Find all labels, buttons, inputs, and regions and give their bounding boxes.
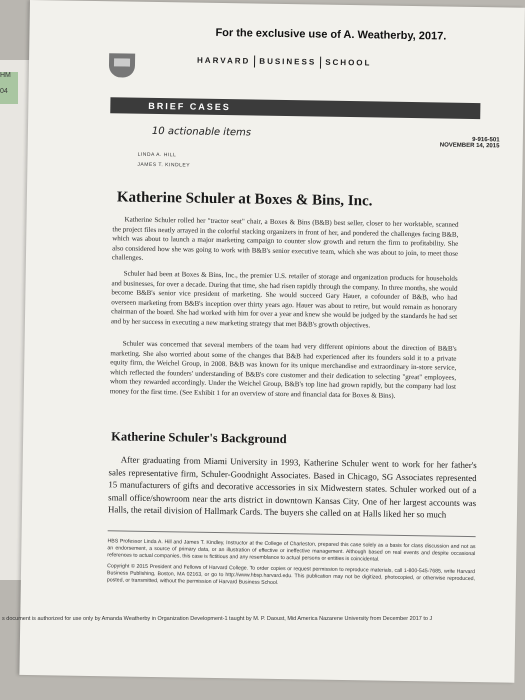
document-page (19, 0, 525, 683)
wordmark-divider (320, 57, 321, 69)
wordmark-business: BUSINESS (259, 56, 317, 67)
page-tab: 04 (0, 88, 18, 104)
footnote-divider (108, 530, 476, 537)
case-title: Katherine Schuler at Boxes & Bins, Inc. (116, 189, 373, 210)
body-paragraph: Schuler was concerned that several members of the team had very different opinions about the direction of B&B's marketing. She also worried about some of the changes that B&B had experienced after its founders sold it to a private equity firm, the Weichel Group, in 2008. B&B was known for its unique merchandise and extraordinary in-store service, which reflected the founders' understanding of B&B's core customer and their dedication to selecting "great" employees, whom they rewarded accordingly. Under the Weichel Group, B&B's top line had grown rapidly, but the company had lost money for the first time. (See Exhibit 1 for an overview of store and financial data for Boxes & Bins). (109, 339, 457, 400)
background-paragraph: After graduating from Miami University in 1993, Katherine Schuler went to work for her father's sales representative firm, Schuler-Goodnight Associates. Based in Chicago, SG Associates represented 15 manufacturers of gifts and decorative accessories in six Midwestern states. Schuler worked out of a small office/showroom near the arts district in downtown Kansas City. One of her largest accounts was Halls, the retail division of Hallmark Cards. The buyers she called on at Halls liked her so much (107, 454, 477, 520)
author-list (137, 150, 190, 171)
wordmark-divider (254, 56, 255, 68)
copyright-text: Copyright © 2015 President and Fellows of Harvard College. To order copies or request permission to reproduce materials, call 1-800-545-7685, write Harvard Business Publishing, Boston, MA 02163, or go to http://www.hbsp.harvard.edu. This publication may not be digitized, photocopied, or otherwise reproduced, posted, or transmitted, without the permission of Harvard Business School. (106, 563, 476, 587)
wordmark-harvard: HARVARD (197, 55, 251, 66)
case-date: NOVEMBER 14, 2015 (439, 142, 500, 150)
body-paragraph: Schuler had been at Boxes & Bins, Inc., the premier U.S. retailer of storage and organization products for households and businesses, for over a decade. During that time, she had risen rapidly through the company. In three months, she would become B&B's senior vice president of marketing. She would succeed Gary Hauer, a cofounder of B&B, who had overseen marketing from B&B's inception over thirty years ago. Hauer was about to retire, but would remain as honorary chairman of the board. She had worked with him for over a year and knew she would be judged by the standards he had set and by her success in executing a new marketing strategy that met B&B's growth objectives. (110, 269, 458, 330)
section-heading: Katherine Schuler's Background (111, 429, 287, 447)
wordmark-school: SCHOOL (325, 57, 372, 68)
author: LINDA A. HILL (137, 151, 177, 159)
body-paragraph: Katherine Schuler rolled her "tractor seat" chair, a Boxes & Bins (B&B) best seller, closer to her worktable, scanned the project files neatly arrayed in the colorful stacking organizers in front of her, and pondered the challenges facing B&B, which was about to launch a major marketing campaign to counter slow growth and return the firm to profitability. She also considered how she was going to work with B&B's senior executive team, which she was about to join, to meet those challenges. (111, 215, 459, 263)
exclusive-use-notice: For the exclusive use of A. Weatherby, 2017. (215, 26, 447, 43)
page-tab: HM (0, 72, 18, 88)
case-number: 9-916-501 (472, 136, 500, 144)
authorization-footer: s document is authorized for use only by Amanda Weatherby in Organization Development-1 taught by M. P. Daoust, Mid America Nazarene University from December 2017 to J (2, 616, 433, 622)
author: JAMES T. KINDLEY (137, 161, 191, 169)
handwritten-note: 10 actionable items (151, 125, 252, 139)
case-info (440, 136, 500, 149)
harvard-shield-icon (109, 53, 135, 77)
disclaimer-text: HBS Professor Linda A. Hill and James T. Kindley, Instructor at the College of Charleston, prepared this case solely as a basis for class discussion and not as an endorsement, a source of primary data, or an illustration of effective or ineffective management. Although based on real events and despite occasional references to actual companies, this case is fictitious and any resemblance to actual persons or entities is coincidental. (107, 538, 476, 563)
hbs-wordmark (197, 55, 372, 70)
brief-cases-banner: BRIEF CASES (110, 97, 480, 119)
